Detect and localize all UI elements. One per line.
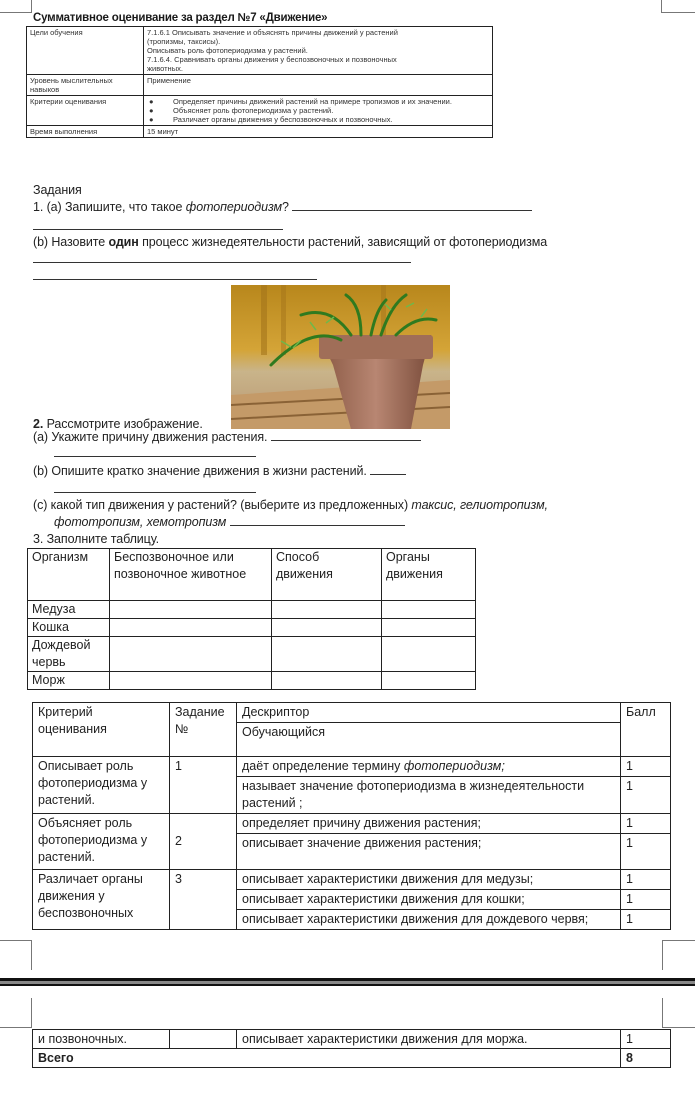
table-row: Кошка (28, 619, 476, 637)
answer-cell[interactable] (272, 637, 382, 672)
answer-cell[interactable] (382, 601, 476, 619)
answer-line-1b-2[interactable] (33, 279, 317, 280)
answer-blank-2c[interactable] (230, 516, 405, 526)
score-cell: 1 (621, 910, 671, 930)
criterion-cell: Различает органы движения у беспозвоночных (33, 870, 170, 930)
answer-cell[interactable] (382, 672, 476, 690)
question-1a: 1. (a) Запишите, что такое фотопериодизм? (33, 200, 532, 214)
total-row (33, 1049, 671, 1068)
header-vertebrate: Беспозвоночное или позвоночное животное (110, 549, 272, 601)
answer-blank-1a[interactable] (292, 201, 532, 211)
answer-line-2a-2[interactable] (54, 456, 256, 457)
goal-line: животных. (147, 64, 183, 73)
score-cell: 1 (621, 1030, 671, 1049)
crop-mark-bottom-left (0, 940, 32, 970)
time-value: 15 минут (144, 126, 493, 138)
table-row (27, 126, 493, 138)
score-cell: 1 (621, 814, 671, 834)
criteria-item: ● Объясняет роль фотопериодизма у растений. (149, 106, 334, 115)
goal-line: (тропизмы, таксисы). (147, 37, 221, 46)
task-cell: 1 (170, 757, 237, 814)
table-header-row (28, 549, 476, 601)
criterion-cell: Объясняет роль фотопериодизма у растений. (33, 814, 170, 870)
potted-plant-image (231, 285, 450, 429)
time-label: Время выполнения (27, 126, 144, 138)
total-label: Всего (33, 1049, 621, 1068)
header-descriptor: Дескриптор (237, 703, 621, 723)
crop-mark-top-right-page2 (662, 998, 695, 1028)
score-cell: 1 (621, 777, 671, 814)
descriptor-cell: называет значение фотопериодизма в жизнедеятельности растений ; (237, 777, 621, 814)
criteria-item: ● Различает органы движения у беспозвоночных и позвоночных. (149, 115, 393, 124)
answer-cell[interactable] (272, 672, 382, 690)
table-row (27, 96, 493, 126)
table-row: Медуза (28, 601, 476, 619)
task-cell: 2 (170, 814, 237, 870)
question-2b: (b) Опишите кратко значение движения в жизни растений. (33, 464, 406, 478)
table-row (27, 27, 493, 75)
plant-photo (231, 285, 450, 429)
learning-goals-table (26, 26, 493, 138)
descriptor-cell: описывает значение движения растения; (237, 834, 621, 870)
page-break-divider (0, 984, 695, 986)
header-organs: Органы движения (382, 549, 476, 601)
answer-cell[interactable] (110, 601, 272, 619)
header-score: Балл (621, 703, 671, 757)
crop-mark-top-right (661, 0, 695, 13)
descriptor-cell: описывает характеристики движения для дождевого червя; (237, 910, 621, 930)
task-cell (170, 1030, 237, 1049)
level-value: Применение (144, 75, 493, 96)
tasks-heading: Задания (33, 183, 82, 197)
goals-label: Цели обучения (27, 27, 144, 75)
crop-mark-top-left (0, 0, 32, 13)
crop-mark-top-left-page2 (0, 998, 32, 1028)
answer-line-1b-1[interactable] (33, 262, 411, 263)
answer-cell[interactable] (110, 619, 272, 637)
table-row (33, 814, 671, 834)
goal-line: 7.1.6.4. Сравнивать органы движения у беспозвоночных и позвоночных (147, 55, 397, 64)
table-row (27, 75, 493, 96)
document-title: Суммативное оценивание за раздел №7 «Движение» (33, 12, 328, 24)
header-criterion: Критерий оценивания (33, 703, 170, 757)
bullet-icon: ● (149, 115, 154, 124)
criteria-list (144, 96, 493, 126)
answer-cell[interactable] (110, 672, 272, 690)
descriptor-cell: описывает характеристики движения для кошки; (237, 890, 621, 910)
score-cell: 1 (621, 870, 671, 890)
rubric-table (32, 702, 671, 930)
level-label: Уровень мыслительных навыков (27, 75, 144, 96)
criteria-item: ● Определяет причины движений растений на примере тропизмов и их значении. (149, 97, 452, 106)
header-method: Способ движения (272, 549, 382, 601)
answer-cell[interactable] (272, 619, 382, 637)
bullet-icon: ● (149, 106, 154, 115)
answer-cell[interactable] (382, 619, 476, 637)
score-cell: 1 (621, 834, 671, 870)
criterion-cell: Описывает роль фотопериодизма у растений. (33, 757, 170, 814)
organism-fill-table (27, 548, 476, 690)
answer-line-2b-2[interactable] (54, 492, 256, 493)
table-row: Дождевой червь (28, 637, 476, 672)
crop-mark-bottom-right (662, 940, 695, 970)
question-3: 3. Заполните таблицу. (33, 532, 159, 546)
answer-blank-2a[interactable] (271, 431, 421, 441)
header-learner: Обучающийся (237, 723, 621, 757)
question-2c-options: фототропизм, хемотропизм (54, 515, 405, 529)
table-row: Морж (28, 672, 476, 690)
answer-blank-2b[interactable] (370, 465, 406, 475)
answer-cell[interactable] (110, 637, 272, 672)
header-organism: Организм (28, 549, 110, 601)
term-photoperiodism: фотопериодизм (185, 200, 282, 214)
descriptor-cell: определяет причину движения растения; (237, 814, 621, 834)
total-value: 8 (621, 1049, 671, 1068)
table-row (33, 1030, 671, 1049)
answer-line-1a-2[interactable] (33, 229, 283, 230)
goal-line: 7.1.6.1 Описывать значение и объяснять причины движений у растений (147, 28, 398, 37)
goals-value (144, 27, 493, 75)
descriptor-cell: описывает характеристики движения для медузы; (237, 870, 621, 890)
table-header-row (33, 703, 671, 723)
rubric-table-continued (32, 1029, 671, 1068)
answer-cell[interactable] (272, 601, 382, 619)
task-cell: 3 (170, 870, 237, 930)
table-row (33, 757, 671, 777)
bullet-icon: ● (149, 97, 154, 106)
table-row (33, 870, 671, 890)
criteria-label: Критерии оценивания (27, 96, 144, 126)
question-1b: (b) Назовите один процесс жизнедеятельности растений, зависящий от фотопериодизма (33, 235, 548, 249)
criterion-cell: и позвоночных. (33, 1030, 170, 1049)
question-2a: (a) Укажите причину движения растения. (33, 430, 421, 444)
answer-cell[interactable] (382, 637, 476, 672)
descriptor-cell: описывает характеристики движения для моржа. (237, 1030, 621, 1049)
question-2: 2. Рассмотрите изображение. (33, 417, 203, 431)
score-cell: 1 (621, 757, 671, 777)
goal-line: Описывать роль фотопериодизма у растений. (147, 46, 308, 55)
descriptor-cell: даёт определение термину фотопериодизм; (237, 757, 621, 777)
score-cell: 1 (621, 890, 671, 910)
question-2c: (c) какой тип движения у растений? (выберите из предложенных) таксис, гелиотропизм, (33, 498, 548, 512)
header-task: Задание № (170, 703, 237, 757)
